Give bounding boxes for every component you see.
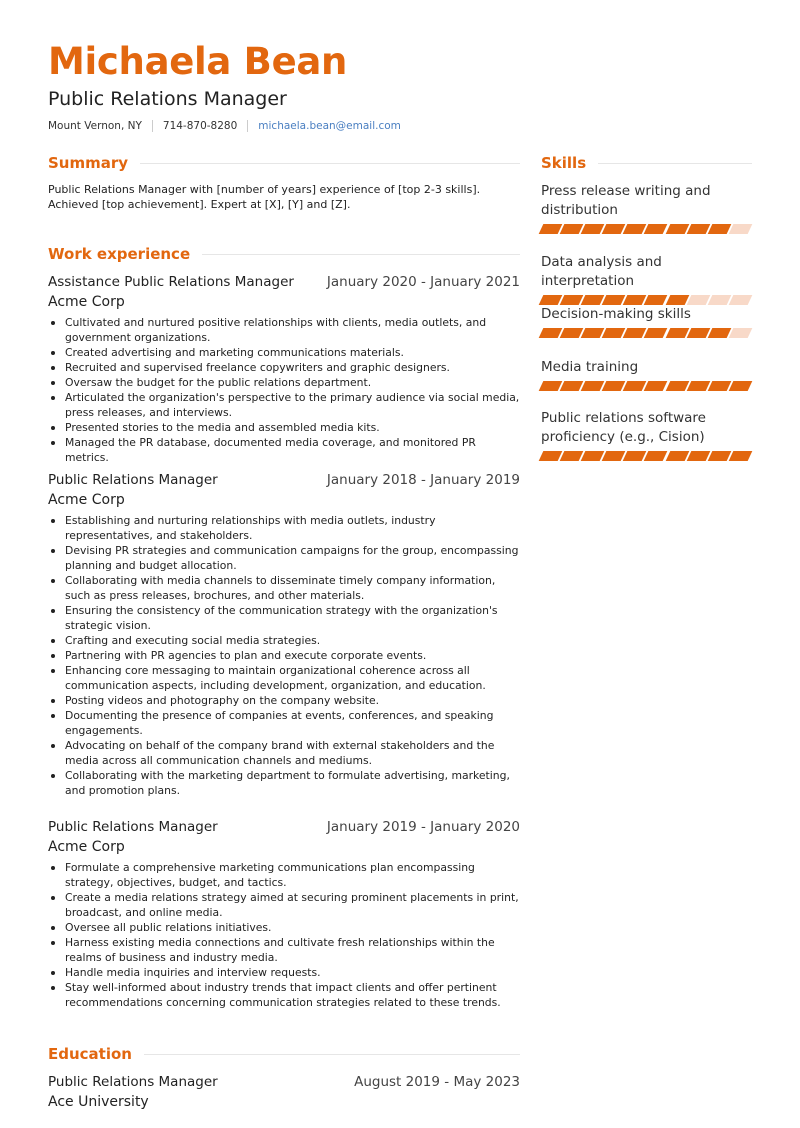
- skill-segment-empty: [729, 295, 753, 305]
- skill-segment-filled: [560, 295, 584, 305]
- summary-heading-text: Summary: [48, 154, 129, 172]
- section-rule: [140, 163, 520, 164]
- skill-segment-filled: [665, 328, 689, 338]
- skill-segment-filled: [560, 328, 584, 338]
- skills-section: [541, 154, 752, 172]
- skill-segment-filled: [644, 295, 668, 305]
- job-dates: January 2019 - January 2020: [326, 819, 520, 835]
- skill-segment-filled: [539, 328, 563, 338]
- job-bullet: Documenting the presence of companies at events, conferences, and speaking engagements.: [48, 708, 520, 738]
- skill-segment-filled: [707, 381, 731, 391]
- job-bullet: Presented stories to the media and assembled media kits.: [48, 420, 520, 435]
- skill-segment-filled: [707, 328, 731, 338]
- contact-divider: [247, 120, 248, 132]
- contact-line: [48, 120, 401, 132]
- skill-segment-empty: [686, 295, 710, 305]
- job-bullet: Collaborating with media channels to disseminate timely company information, such as press releases, brochures, and other materials.: [48, 573, 520, 603]
- skill-item: [541, 305, 752, 338]
- skills-heading-text: Skills: [541, 154, 587, 172]
- job-bullet-list: [48, 315, 520, 465]
- job-bullet: Posting videos and photography on the company website.: [48, 693, 520, 708]
- job-bullet: Managed the PR database, documented media coverage, and monitored PR metrics.: [48, 435, 520, 465]
- skill-segment-filled: [665, 295, 689, 305]
- skill-segment-filled: [560, 224, 584, 234]
- education-heading-text: Education: [48, 1045, 132, 1063]
- skill-segment-empty: [729, 224, 753, 234]
- education-school: Ace University: [48, 1094, 149, 1110]
- job-company: Acme Corp: [48, 839, 125, 855]
- skill-name: Public relations software proficiency (e.g., Cision): [541, 410, 706, 445]
- job-title: Public Relations Manager: [48, 819, 218, 835]
- job-header-row: [48, 274, 520, 290]
- skill-segment-filled: [539, 381, 563, 391]
- job-entry: [48, 274, 520, 465]
- skill-segment-filled: [644, 451, 668, 461]
- job-bullet-list: [48, 860, 520, 1010]
- skill-segment-filled: [686, 224, 710, 234]
- skill-segment-filled: [665, 381, 689, 391]
- job-bullet: Formulate a comprehensive marketing communications plan encompassing strategy, objectives, budget, and tactics.: [48, 860, 520, 890]
- skill-segment-filled: [581, 381, 605, 391]
- summary-section: [48, 154, 520, 212]
- skill-segment-filled: [560, 451, 584, 461]
- skill-segment-filled: [707, 224, 731, 234]
- skill-segment-filled: [581, 328, 605, 338]
- skill-segment-filled: [686, 381, 710, 391]
- skill-segment-filled: [539, 295, 563, 305]
- skill-segment-filled: [644, 224, 668, 234]
- skill-item: [541, 253, 752, 305]
- skill-segment-filled: [581, 295, 605, 305]
- skill-level-bar: [541, 224, 752, 234]
- job-company: Acme Corp: [48, 294, 125, 310]
- job-entry: [48, 472, 520, 798]
- phone-text: 714-870-8280: [162, 120, 238, 132]
- skill-segment-filled: [729, 451, 753, 461]
- job-bullet: Harness existing media connections and cultivate fresh relationships within the realms of business and industry media.: [48, 935, 520, 965]
- email-link[interactable]: michaela.bean@email.com: [258, 120, 401, 132]
- job-bullet: Ensuring the consistency of the communication strategy with the organization's strategic vision.: [48, 603, 520, 633]
- job-bullet: Oversaw the budget for the public relations department.: [48, 375, 520, 390]
- work-heading-block: [48, 245, 520, 263]
- education-heading: [48, 1045, 520, 1063]
- education-degree: Public Relations Manager: [48, 1074, 218, 1090]
- job-bullet: Cultivated and nurtured positive relationships with clients, media outlets, and government organizations.: [48, 315, 520, 345]
- job-title: Assistance Public Relations Manager: [48, 274, 294, 290]
- skill-level-bar: [541, 451, 752, 461]
- skill-segment-filled: [539, 224, 563, 234]
- skill-segment-filled: [665, 451, 689, 461]
- job-bullet: Create a media relations strategy aimed at securing prominent placements in print, broadcast, and online media.: [48, 890, 520, 920]
- education-row: [48, 1074, 520, 1090]
- summary-heading: [48, 154, 520, 172]
- job-bullet: Collaborating with the marketing department to formulate advertising, marketing, and promotion plans.: [48, 768, 520, 798]
- skill-segment-filled: [644, 328, 668, 338]
- location-text: Mount Vernon, NY: [48, 120, 142, 132]
- skills-heading: [541, 154, 752, 172]
- section-rule: [144, 1054, 520, 1055]
- skill-item: [541, 409, 752, 461]
- skill-segment-filled: [665, 224, 689, 234]
- job-company: Acme Corp: [48, 492, 125, 508]
- section-rule: [202, 254, 520, 255]
- skill-level-bar: [541, 381, 752, 391]
- skill-name: Data analysis and interpretation: [541, 254, 662, 289]
- job-dates: January 2020 - January 2021: [326, 274, 520, 290]
- skill-item: [541, 182, 752, 234]
- job-bullet: Articulated the organization's perspective to the primary audience via social media, press releases, and interviews.: [48, 390, 520, 420]
- skill-segment-filled: [729, 381, 753, 391]
- skill-segment-filled: [644, 381, 668, 391]
- skill-segment-empty: [729, 328, 753, 338]
- contact-divider: [152, 120, 153, 132]
- skill-segment-empty: [707, 295, 731, 305]
- job-bullet: Establishing and nurturing relationships with media outlets, industry representatives, and stakeholders.: [48, 513, 520, 543]
- skill-segment-filled: [686, 451, 710, 461]
- work-heading-text: Work experience: [48, 245, 191, 263]
- job-bullet: Created advertising and marketing communications materials.: [48, 345, 520, 360]
- job-bullet-list: [48, 513, 520, 798]
- education-section: [48, 1045, 520, 1110]
- skill-level-bar: [541, 328, 752, 338]
- skill-level-bar: [541, 295, 752, 305]
- skill-name: Media training: [541, 359, 639, 375]
- skill-item: [541, 358, 752, 391]
- job-bullet: Stay well-informed about industry trends that impact clients and offer pertinent recommendations concerning communication strategies related to these trends.: [48, 980, 520, 1010]
- skill-segment-filled: [581, 451, 605, 461]
- job-bullet: Recruited and supervised freelance copywriters and graphic designers.: [48, 360, 520, 375]
- job-header-row: [48, 819, 520, 835]
- skill-segment-filled: [539, 451, 563, 461]
- education-dates: August 2019 - May 2023: [354, 1074, 520, 1090]
- job-bullet: Handle media inquiries and interview requests.: [48, 965, 520, 980]
- section-rule: [598, 163, 752, 164]
- job-bullet: Advocating on behalf of the company brand with external stakeholders and the media across all communication channels and mediums.: [48, 738, 520, 768]
- job-title: Public Relations Manager: [48, 472, 218, 488]
- job-dates: January 2018 - January 2019: [326, 472, 520, 488]
- job-bullet: Devising PR strategies and communication campaigns for the group, encompassing planning and budget allocation.: [48, 543, 520, 573]
- job-bullet: Crafting and executing social media strategies.: [48, 633, 520, 648]
- skill-name: Press release writing and distribution: [541, 183, 711, 218]
- skill-segment-filled: [686, 328, 710, 338]
- job-entry: [48, 819, 520, 1010]
- job-bullet: Enhancing core messaging to maintain organizational coherence across all communication aspects, including development, organization, and education.: [48, 663, 520, 693]
- skill-segment-filled: [707, 451, 731, 461]
- candidate-title: Public Relations Manager: [48, 88, 287, 110]
- work-heading: [48, 245, 520, 263]
- job-header-row: [48, 472, 520, 488]
- summary-text: Public Relations Manager with [number of years] experience of [top 2-3 skills]. Achieved [top achievement]. Expert at [X], [Y] and [Z].: [48, 183, 481, 211]
- job-bullet: Partnering with PR agencies to plan and execute corporate events.: [48, 648, 520, 663]
- job-bullet: Oversee all public relations initiatives.: [48, 920, 520, 935]
- skill-name: Decision-making skills: [541, 306, 691, 322]
- skill-segment-filled: [581, 224, 605, 234]
- skill-segment-filled: [560, 381, 584, 391]
- candidate-name: Michaela Bean: [48, 40, 348, 83]
